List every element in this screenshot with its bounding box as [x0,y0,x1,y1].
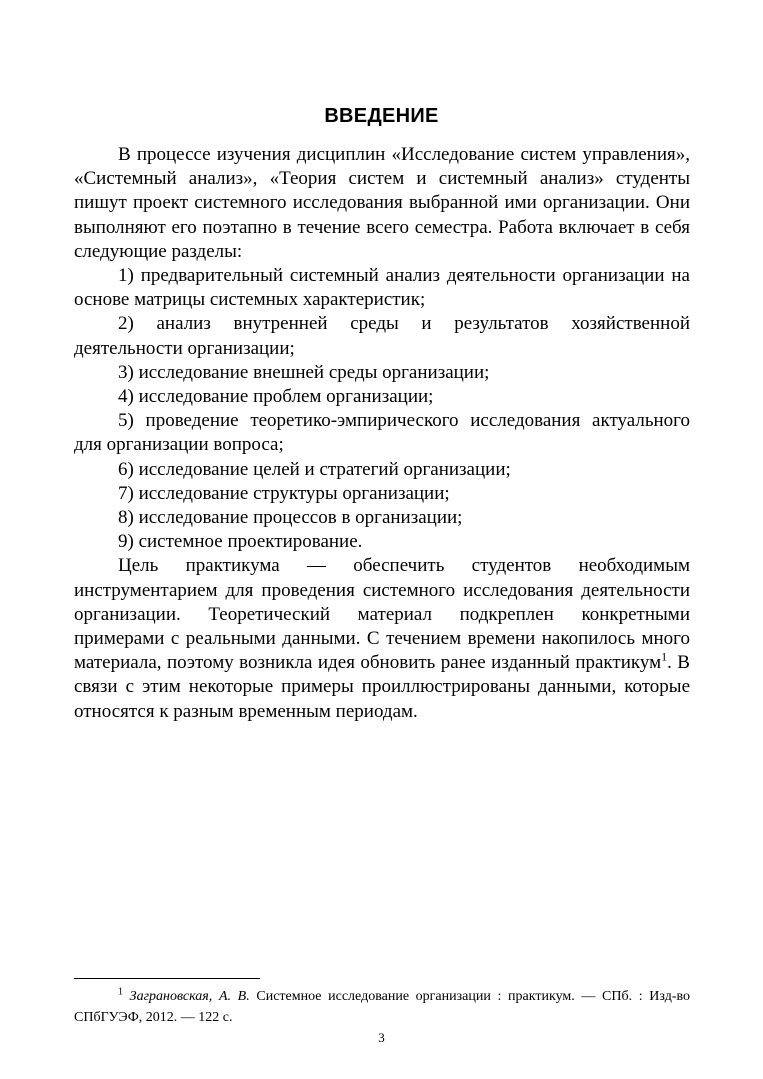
list-item: 8) исследование процессов в организации; [118,507,463,529]
main-text [74,143,690,724]
list-item: 3) исследование внешней среды организации; [118,361,490,383]
footnote-reference[interactable]: 1 [661,649,668,664]
list-item: 9) системное проектирование. [118,531,363,553]
footnote-mark: 1 [118,986,123,998]
list-item: 1) предварительный системный анализ деятельности организации на основе матрицы системных характеристик; [74,265,690,311]
footnote-text: Системное исследование организации : практикум. — СПб. : Изд-во СПбГУЭФ, 2012. — 122 с. [74,989,690,1025]
goal-paragraph [74,554,690,723]
footnote-divider [74,978,260,979]
goal-text-continued: . В связи с этим некоторые примеры проиллюстрированы данными, которые относятся к разным временным периодам. [74,652,690,722]
list-item: 2) анализ внутренней среды и результатов хозяйственной деятельности организации; [74,313,690,359]
list-item: 4) исследование проблем организации; [118,386,434,408]
footnote [74,986,690,1028]
list-item: 5) проведение теоретико-эмпирического исследования актуального для организации вопроса; [74,410,690,456]
list-item: 6) исследование целей и стратегий организации; [118,458,511,480]
goal-text: Цель практикума — обеспечить студентов необходимым инструментарием для проведения системного исследования деятельности организации. Теоретический материал подкреплен конкретными примерами с реальными данными. С течением времени накопилось много материала, поэтому возникла идея обновить ранее изданный практикум [74,555,690,674]
intro-paragraph: В процессе изучения дисциплин «Исследование систем управления», «Системный анализ», «Теория систем и системный анализ» студенты пишут проект системного исследования выбранной ими организации. Они выполняют его поэтапно в течение всего семестра. Работа включает в себя следующие разделы: [74,144,690,262]
footnote-author: Заграновская, А. В. [129,989,250,1004]
page-number: 3 [378,1030,385,1045]
page-title: ВВЕДЕНИЕ [324,105,439,127]
list-item: 7) исследование структуры организации; [118,482,450,504]
